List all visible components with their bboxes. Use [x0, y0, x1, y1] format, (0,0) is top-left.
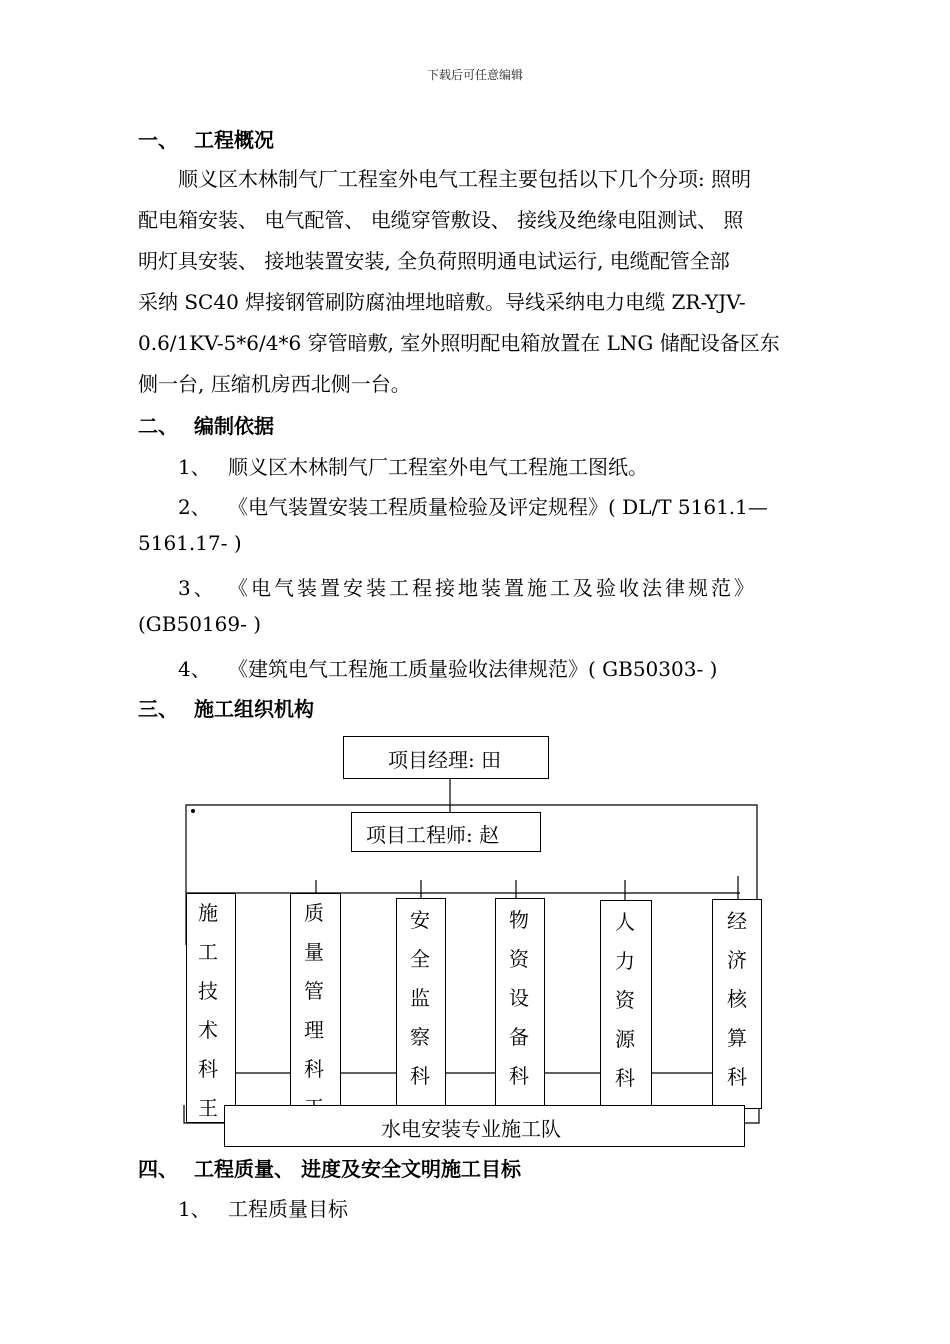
dept-box-hr [600, 900, 652, 1125]
section-1-number: 一、 [138, 128, 178, 152]
dept-box-materials [495, 898, 545, 1108]
overview-line-2: 配电箱安装、 电气配管、 电缆穿管敷设、 接线及绝缘电阻测试、 照 [138, 208, 744, 232]
dept-label-construction-tech: 施 工 技 术 科 王 [198, 901, 218, 1120]
team-label: 水电安装专业施工队 [381, 1117, 561, 1141]
goal-item-1 [178, 1193, 348, 1222]
dept-box-quality-mgmt [290, 893, 341, 1123]
dept-label-hr: 人 力 资 源 科 [615, 910, 635, 1090]
goal-item-1-text: 工程质量目标 [228, 1197, 348, 1221]
basis-item-1-text: 顺义区木林制气厂工程室外电气工程施工图纸。 [228, 455, 648, 479]
section-1-title: 工程概况 [194, 128, 274, 152]
dept-box-safety [396, 898, 446, 1108]
section-4-number: 四、 [138, 1157, 178, 1181]
basis-item-3-continuation: (GB50169- ) [138, 612, 262, 636]
goal-item-1-number: 1、 [178, 1197, 211, 1221]
dept-label-safety: 安 全 监 察 科 [410, 908, 430, 1088]
dept-box-economic [712, 899, 762, 1109]
team-box [224, 1105, 745, 1147]
project-manager-box [343, 736, 549, 779]
basis-item-2-number: 2、 [178, 495, 211, 519]
section-2-number: 二、 [138, 414, 178, 438]
dept-label-quality-mgmt: 质 量 管 理 科 [304, 901, 324, 1081]
overview-line-4: 采纳 SC40 焊接钢管刷防腐油埋地暗敷。导线采纳电力电缆 ZR-YJV- [138, 290, 746, 314]
dept-label-materials: 物 资 设 备 科 [509, 908, 529, 1088]
section-3-title: 施工组织机构 [194, 697, 314, 721]
dept-box-construction-tech [186, 893, 236, 1123]
page-header-note: 下载后可任意编辑 [426, 68, 523, 82]
overview-line-6: 侧一台, 压缩机房西北侧一台。 [138, 372, 411, 396]
dept-label-economic: 经 济 核 算 科 [727, 909, 747, 1089]
project-engineer-label: 项目工程师: 赵 [366, 823, 500, 847]
basis-item-4-text: 《建筑电气工程施工质量验收法律规范》( GB50303- ) [228, 657, 718, 681]
basis-item-4-number: 4、 [178, 657, 211, 681]
basis-item-2-text: 《电气装置安装工程质量检验及评定规程》( DL/T 5161.1— [228, 495, 768, 519]
section-4-title: 工程质量、 进度及安全文明施工目标 [194, 1157, 521, 1181]
basis-item-2-continuation: 5161.17- ) [138, 531, 242, 555]
section-2-title: 编制依据 [194, 414, 274, 438]
overview-line-5: 0.6/1KV-5*6/4*6 穿管暗敷, 室外照明配电箱放置在 LNG 储配设备区东 [138, 331, 780, 355]
basis-item-3-number: 3、 [178, 576, 217, 600]
project-engineer-box [351, 812, 541, 852]
section-3-number: 三、 [138, 697, 178, 721]
overview-line-3: 明灯具安装、 接地装置安装, 全负荷照明通电试运行, 电缆配管全部 [138, 249, 730, 273]
section-4-heading [138, 1153, 521, 1182]
overview-line-1: 顺义区木林制气厂工程室外电气工程主要包括以下几个分项: 照明 [178, 167, 752, 191]
basis-item-3-text: 《电气装置安装工程接地装置施工及验收法律规范》 [228, 576, 757, 600]
project-manager-label: 项目经理: 田 [388, 748, 502, 772]
basis-item-1-number: 1、 [178, 455, 211, 479]
